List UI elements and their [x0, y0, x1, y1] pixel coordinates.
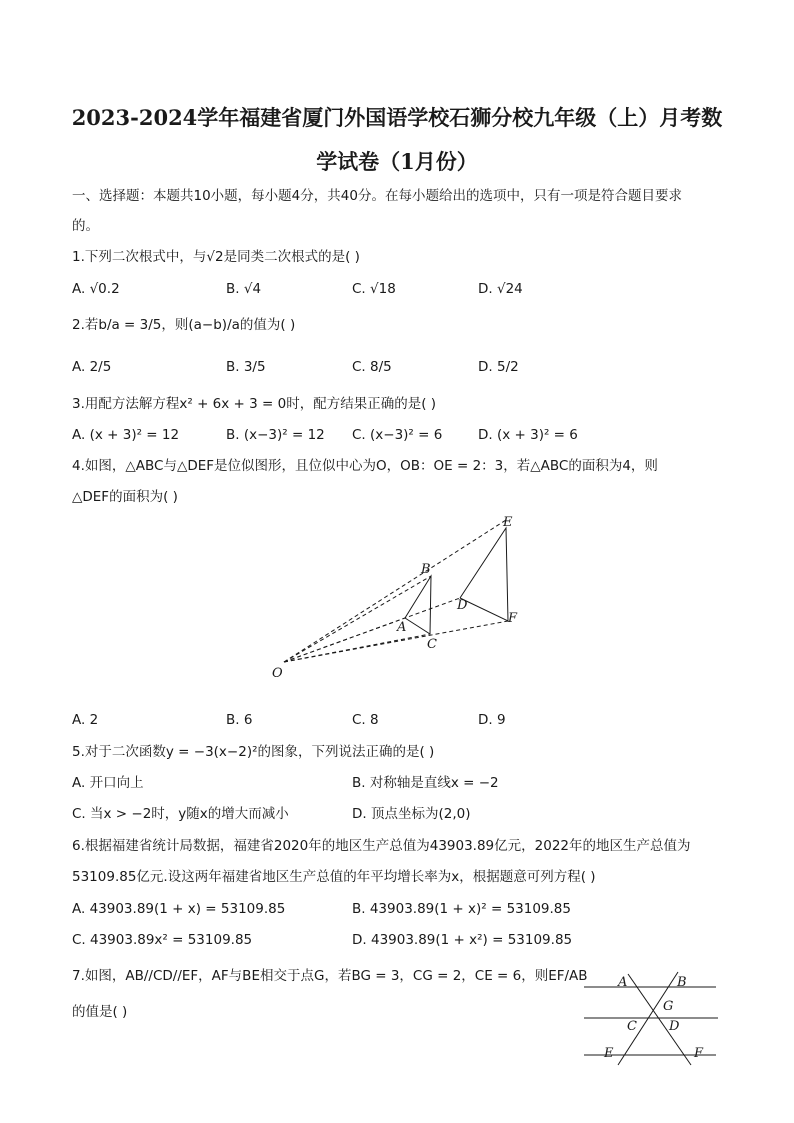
figure7-label-d: D: [669, 1019, 680, 1034]
figure7-label-a: A: [618, 975, 628, 990]
figure4-label-f: F: [508, 611, 518, 626]
question-2-option-b[interactable]: B. 3/5: [226, 359, 266, 375]
question-2-option-a[interactable]: A. 2/5: [72, 359, 112, 375]
question-4-stem-line-2: △DEF的面积为( ): [72, 489, 178, 505]
figure7-label-g: G: [663, 999, 674, 1014]
question-6-stem-line-2: 53109.85亿元.设这两年福建省地区生产总值的年平均增长率为x，根据题意可列方程( ): [72, 869, 596, 885]
question-6-option-a[interactable]: A. 43903.89(1 + x) = 53109.85: [72, 901, 286, 917]
figure4-label-b: B: [421, 562, 431, 577]
question-6-option-d[interactable]: D. 43903.89(1 + x²) = 53109.85: [352, 932, 573, 948]
question-1-option-b[interactable]: B. √4: [226, 281, 262, 297]
question-2-option-c[interactable]: C. 8/5: [352, 359, 392, 375]
figure4-label-a: A: [397, 620, 407, 635]
question-7-stem-line-1: 7.如图，AB//CD//EF，AF与BE相交于点G，若BG = 3，CG = 2，CE = 6，则EF/AB: [72, 968, 588, 984]
question-3-stem: 3.用配方法解方程x² + 6x + 3 = 0时，配方结果正确的是( ): [72, 396, 437, 412]
section-instructions-line-2: 的。: [72, 218, 99, 234]
question-4-stem-line-1: 4.如图，△ABC与△DEF是位似图形，且位似中心为O，OB：OE = 2：3，若△ABC的面积为4，则: [72, 458, 658, 474]
question-1-option-c[interactable]: C. √18: [352, 281, 396, 297]
question-1-option-d[interactable]: D. √24: [478, 281, 523, 297]
question-2-option-d[interactable]: D. 5/2: [478, 359, 519, 375]
question-3-option-c[interactable]: C. (x−3)² = 6: [352, 427, 443, 443]
figure7-label-b: B: [677, 975, 687, 990]
figure4-label-c: C: [427, 637, 437, 652]
question-1-stem: 1.下列二次根式中，与√2是同类二次根式的是( ): [72, 249, 360, 265]
question-5-option-b[interactable]: B. 对称轴是直线x = −2: [352, 775, 499, 791]
question-3-option-b[interactable]: B. (x−3)² = 12: [226, 427, 325, 443]
figure7-label-f: F: [694, 1046, 704, 1061]
question-4-figure: [270, 510, 530, 685]
question-4-option-d[interactable]: D. 9: [478, 712, 506, 728]
question-2-stem: 2.若b/a = 3/5，则(a−b)/a的值为( ): [72, 317, 296, 333]
question-5-stem: 5.对于二次函数y = −3(x−2)²的图象，下列说法正确的是( ): [72, 744, 435, 760]
question-3-option-a[interactable]: A. (x + 3)² = 12: [72, 427, 180, 443]
question-1-option-a[interactable]: A. √0.2: [72, 281, 120, 297]
question-5-option-a[interactable]: A. 开口向上: [72, 775, 144, 791]
exam-title-line-1: 2023-2024学年福建省厦门外国语学校石狮分校九年级（上）月考数: [71, 105, 723, 130]
question-4-option-a[interactable]: A. 2: [72, 712, 99, 728]
question-7-stem-line-2: 的值是( ): [72, 1004, 128, 1020]
question-6-stem-line-1: 6.根据福建省统计局数据，福建省2020年的地区生产总值为43903.89亿元，2022年的地区生产总值为: [72, 838, 691, 854]
section-instructions-line-1: 一、选择题：本题共10小题，每小题4分，共40分。在每小题给出的选项中，只有一项是符合题目要求: [72, 188, 682, 204]
question-5-option-c[interactable]: C. 当x > −2时，y随x的增大而减小: [72, 806, 289, 822]
question-6-option-b[interactable]: B. 43903.89(1 + x)² = 53109.85: [352, 901, 571, 917]
question-3-option-d[interactable]: D. (x + 3)² = 6: [478, 427, 578, 443]
question-6-option-c[interactable]: C. 43903.89x² = 53109.85: [72, 932, 253, 948]
question-4-option-c[interactable]: C. 8: [352, 712, 379, 728]
question-5-option-d[interactable]: D. 顶点坐标为(2,0): [352, 806, 471, 822]
question-7-figure: [580, 962, 730, 1072]
exam-title-line-2: 学试卷（1月份）: [316, 149, 478, 174]
figure4-label-d: D: [457, 598, 468, 613]
figure4-label-e: E: [503, 515, 513, 530]
figure7-label-c: C: [627, 1019, 637, 1034]
figure7-label-e: E: [604, 1046, 614, 1061]
question-4-option-b[interactable]: B. 6: [226, 712, 253, 728]
figure4-label-o: O: [272, 666, 283, 681]
